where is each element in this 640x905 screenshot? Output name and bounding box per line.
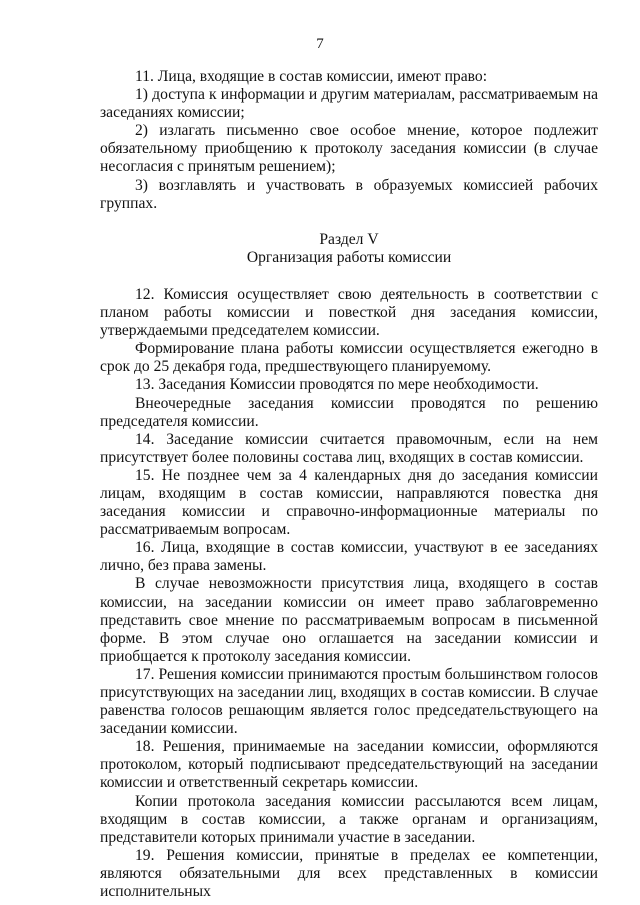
paragraph-16-absence: В случае невозможности присутствия лица, входящего в состав комиссии, на заседании комиссии он имеет право заблаговременно представить свое мнение по рассматриваемым вопросам в письменной форме. В этом случае оно оглашается на заседании комиссии и приобщается к протоколу заседания комиссии. — [100, 575, 598, 665]
paragraph-14: 14. Заседание комиссии считается правомочным, если на нем присутствует более половины состава лиц, входящих в состав комиссии. — [100, 430, 598, 466]
paragraph-16: 16. Лица, входящие в состав комиссии, участвуют в ее заседаниях лично, без права замены. — [100, 539, 598, 575]
paragraph-18: 18. Решения, принимаемые на заседании комиссии, оформляются протоколом, который подписывают председательствующий на заседании комиссии и ответственный секретарь комиссии. — [100, 738, 598, 792]
paragraph-12-plan: Формирование плана работы комиссии осуществляется ежегодно в срок до 25 декабря года, предшествующего планируемому. — [100, 340, 598, 376]
paragraph-11: 11. Лица, входящие в состав комиссии, имеют право: — [135, 68, 488, 85]
document-body — [100, 68, 598, 901]
paragraph-15: 15. Не позднее чем за 4 календарных дня до заседания комиссии лицам, входящим в состав комиссии, направляются повестка дня заседания комиссии и справочно-информационные материалы по рассматриваемым вопросам. — [100, 466, 598, 539]
paragraph-11-item-1: 1) доступа к информации и другим материалам, рассматриваемым на заседаниях комиссии; — [100, 86, 598, 122]
paragraph-18-copies: Копии протокола заседания комиссии рассылаются всем лицам, входящим в состав комиссии, а также органам и организациям, представители которых принимали участие в заседании. — [100, 792, 598, 846]
section-subtitle: Организация работы комиссии — [246, 248, 452, 266]
paragraph-19: 19. Решения комиссии, принятые в пределах ее компетенции, являются обязательными для всех представленных в комиссии исполнительных — [100, 846, 598, 901]
paragraph-13-extraordinary: Внеочередные заседания комиссии проводятся по решению председателя комиссии. — [100, 394, 598, 430]
section-title: Раздел V — [319, 230, 379, 248]
paragraph-13: 13. Заседания Комиссии проводятся по мере необходимости. — [135, 376, 539, 394]
paragraph-17: 17. Решения комиссии принимаются простым большинством голосов присутствующих на заседании лиц, входящих в состав комиссии. В случае равенства голосов решающим является голос председательствующего на заседании комиссии. — [100, 665, 598, 738]
paragraph-11-item-3: 3) возглавлять и участвовать в образуемых комиссией рабочих группах. — [100, 176, 598, 212]
page-number: 7 — [316, 36, 324, 52]
paragraph-12: 12. Комиссия осуществляет свою деятельность в соответствии с планом работы комиссии и повесткой дня заседания комиссии, утверждаемыми председателем комиссии. — [100, 285, 598, 340]
paragraph-11-item-2: 2) излагать письменно свое особое мнение, которое подлежит обязательному приобщению к протоколу заседания комиссии (в случае несогласия с принятым решением); — [100, 122, 598, 176]
